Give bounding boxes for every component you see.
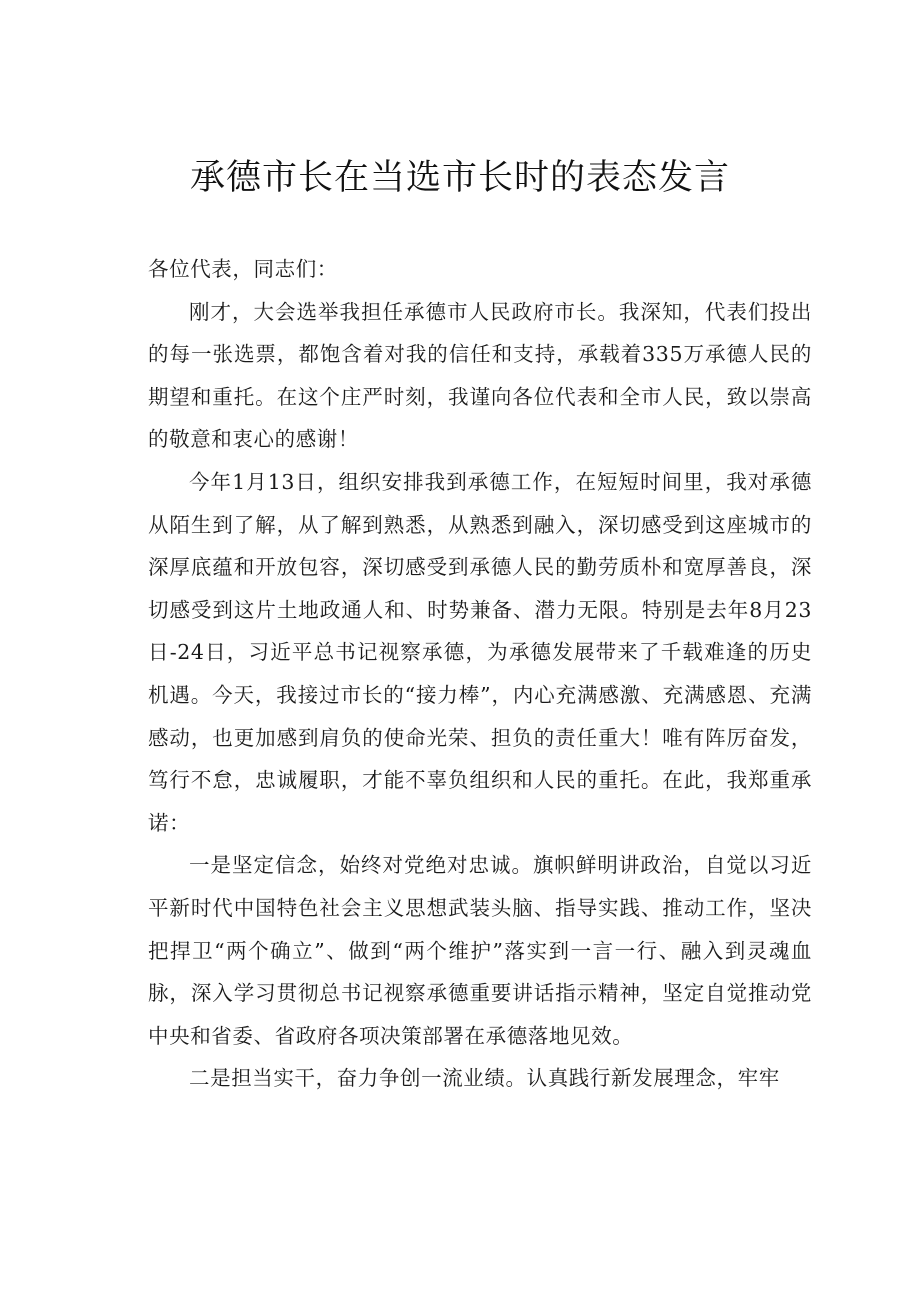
paragraph: 一是坚定信念，始终对党绝对忠诚。旗帜鲜明讲政治，自觉以习近平新时代中国特色社会主义思想武装头脑、指导实践、推动工作，坚决把捍卫“两个确立”、做到“两个维护”落实到一言一行、融入到灵魂血脉，深入学习贯彻总书记视察承德重要讲话指示精神，坚定自觉推动党中央和省委、省政府各项决策部署在承德落地见效。 xyxy=(148,853,812,1048)
document-body xyxy=(148,248,812,1100)
paragraph: 二是担当实干，奋力争创一流业绩。认真践行新发展理念，牢牢 xyxy=(189,1066,780,1091)
page-title: 承德市长在当选市长时的表态发言 xyxy=(189,158,730,198)
salutation: 各位代表，同志们： xyxy=(148,257,338,281)
paragraph: 刚才，大会选举我担任承德市人民政府市长。我深知，代表们投出的每一张选票，都饱含着对我的信任和支持，承载着335万承德人民的期望和重托。在这个庄严时刻，我谨向各位代表和全市人民，致以崇高的敬意和衷心的感谢！ xyxy=(148,299,812,452)
paragraph: 今年1月13日，组织安排我到承德工作，在短短时间里，我对承德从陌生到了解，从了解到熟悉，从熟悉到融入，深切感受到这座城市的深厚底蕴和开放包容，深切感受到承德人民的勤劳质朴和宽厚善良，深切感受到这片土地政通人和、时势兼备、潜力无限。特别是去年8月23日-24日，习近平总书记视察承德，为承德发展带来了千载难逢的历史机遇。今天，我接过市长的“接力棒”，内心充满感激、充满感恩、充满感动，也更加感到肩负的使命光荣、担负的责任重大！唯有阵厉奋发，笃行不怠，忠诚履职，才能不辜负组织和人民的重托。在此，我郑重承诺： xyxy=(148,469,812,835)
